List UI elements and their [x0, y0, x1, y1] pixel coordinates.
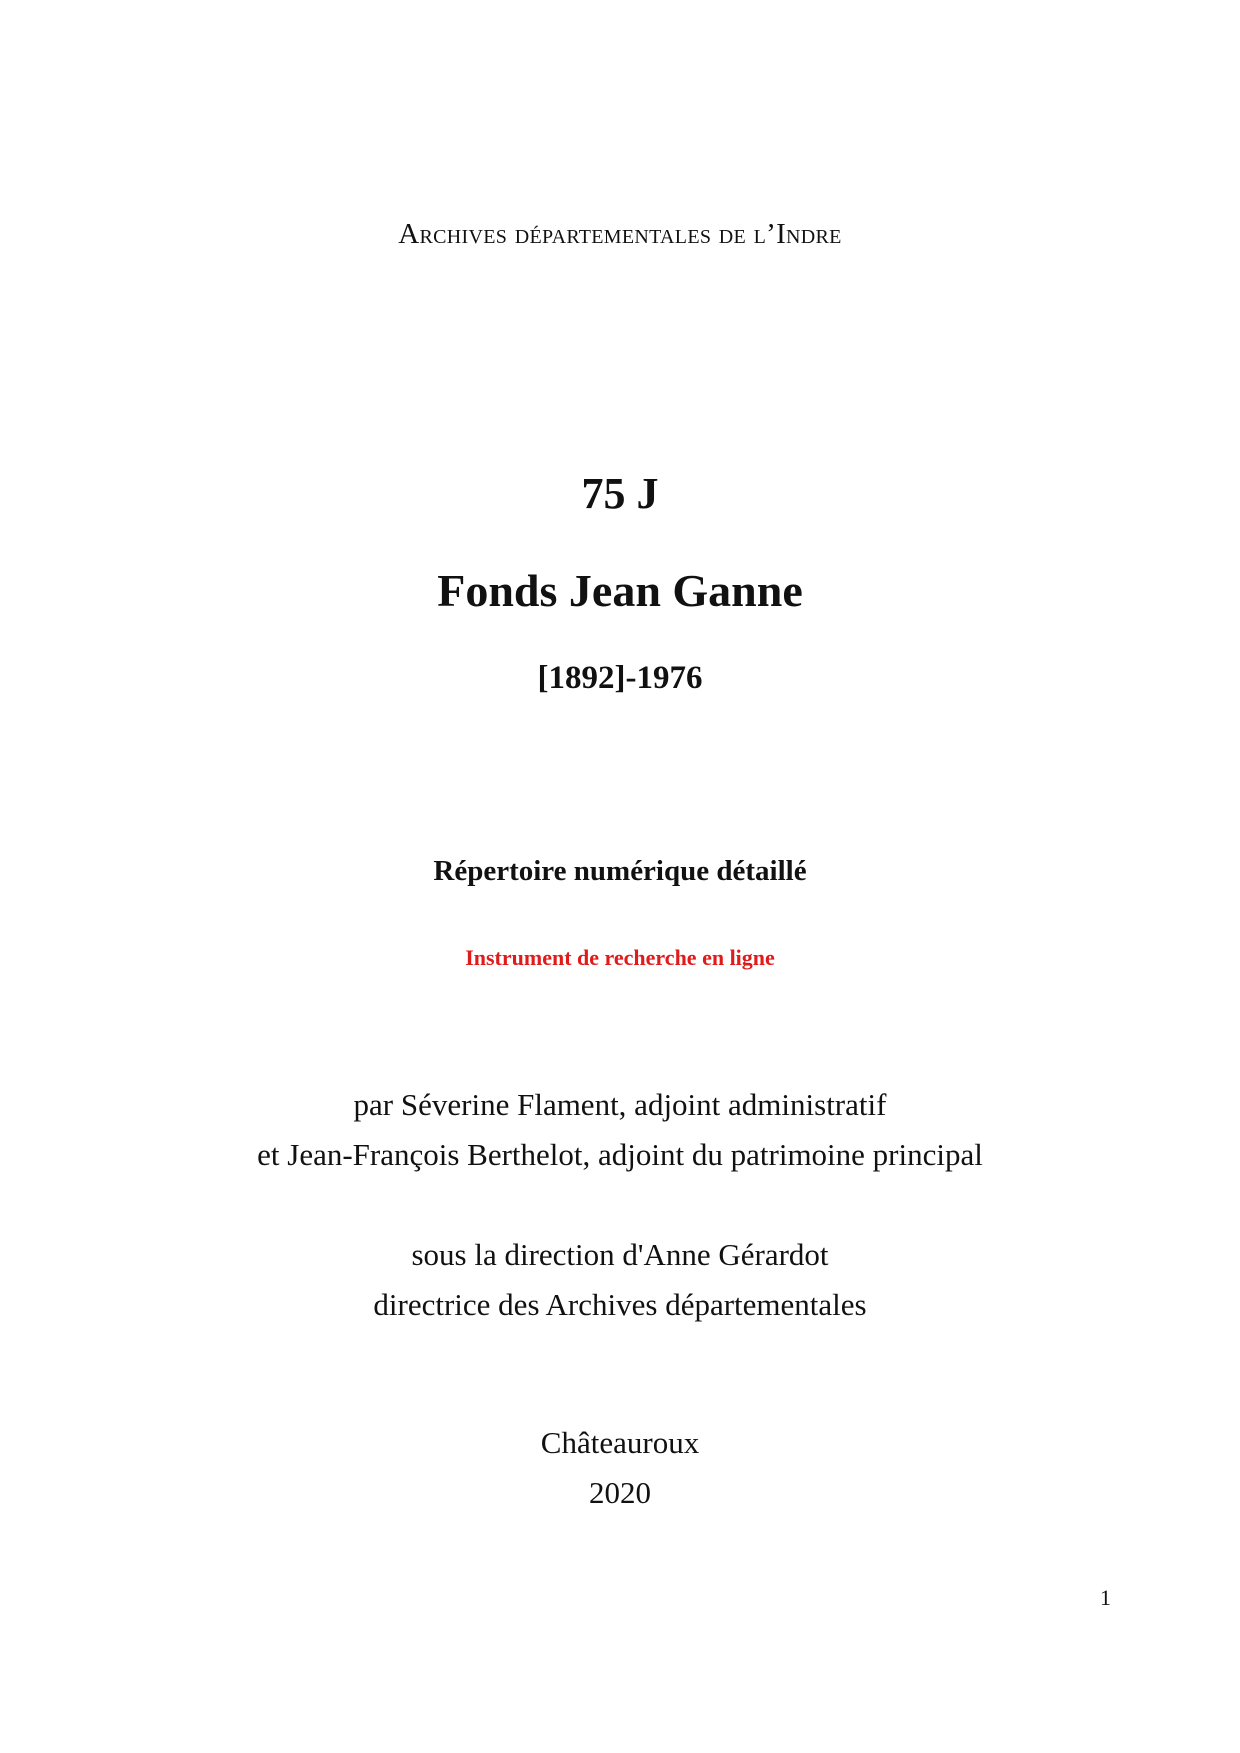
document-type: Répertoire numérique détaillé	[433, 855, 807, 887]
direction-line-2: directrice des Archives départementales	[373, 1287, 867, 1322]
collection-code: 75 J	[581, 469, 659, 518]
page-number: 1	[1100, 1585, 1111, 1610]
publication-year: 2020	[589, 1475, 651, 1510]
author-line-1: par Séverine Flament, adjoint administratif	[353, 1087, 887, 1122]
collection-dates: [1892]-1976	[537, 660, 703, 696]
direction-line-1: sous la direction d'Anne Gérardot	[411, 1237, 829, 1272]
collection-title: Fonds Jean Ganne	[437, 565, 803, 616]
author-line-2: et Jean-François Berthelot, adjoint du patrimoine principal	[257, 1137, 983, 1172]
institution-header: Archives départementales de l’Indre	[398, 218, 842, 250]
publication-place: Châteauroux	[540, 1425, 700, 1460]
online-finding-aid-note: Instrument de recherche en ligne	[465, 945, 775, 970]
